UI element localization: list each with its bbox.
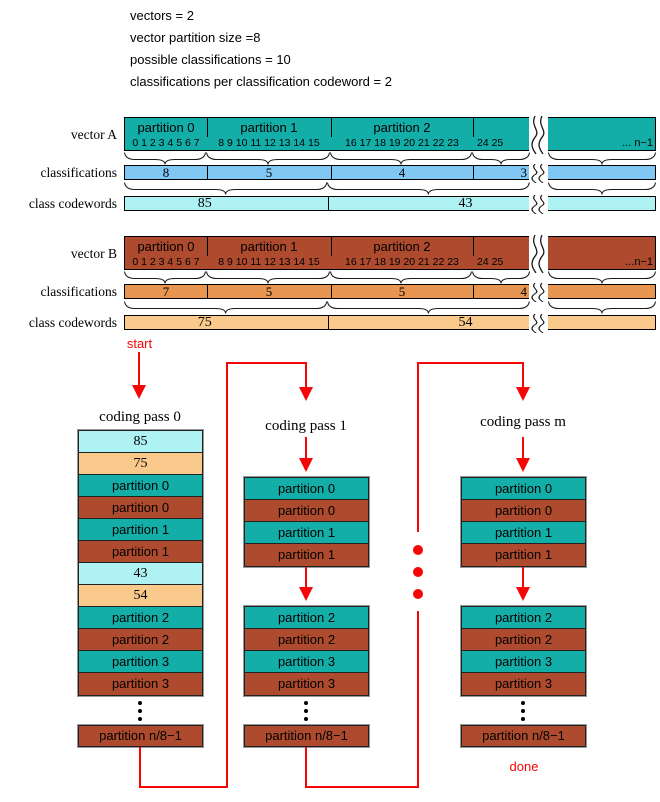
ellipsis-dot bbox=[304, 709, 308, 713]
pass-cell: partition 1 bbox=[245, 544, 368, 566]
vector-bar bbox=[124, 236, 656, 270]
red-connector-line bbox=[305, 786, 419, 788]
ellipsis-dot bbox=[304, 701, 308, 705]
pass-cell: partition 0 bbox=[245, 478, 368, 500]
classifications-bar bbox=[124, 165, 656, 180]
index-group: 16 17 18 19 20 21 22 23 bbox=[345, 137, 459, 149]
codewords-label-text: class codewords bbox=[28, 315, 117, 330]
pass-bottom-cell bbox=[461, 725, 586, 747]
codewords-bar bbox=[124, 315, 656, 330]
red-connector-line bbox=[417, 611, 419, 788]
pass-cell: partition 3 bbox=[79, 651, 202, 673]
underbrace bbox=[206, 271, 330, 284]
pass-cell: partition 3 bbox=[245, 673, 368, 695]
partition-divider bbox=[473, 237, 474, 256]
codewords-row-label bbox=[0, 196, 117, 211]
partition-label: partition 1 bbox=[240, 239, 298, 254]
break-mark bbox=[529, 164, 548, 183]
vector-name-label bbox=[0, 246, 117, 261]
partition-label: partition 2 bbox=[373, 239, 431, 254]
classifications-label-text: classifications bbox=[40, 284, 117, 299]
codewords-bar bbox=[124, 196, 656, 211]
classification-value: 4 bbox=[520, 284, 527, 299]
red-connector-line bbox=[305, 362, 307, 388]
pass-cell: partition 2 bbox=[245, 607, 368, 629]
underbrace bbox=[548, 271, 656, 284]
pass-stack bbox=[461, 477, 586, 567]
red-arrowhead-icon bbox=[132, 385, 146, 399]
brace-row-codewords bbox=[124, 301, 656, 314]
classification-value: 4 bbox=[398, 165, 406, 180]
pass-cell: partition 2 bbox=[245, 629, 368, 651]
underbrace bbox=[548, 152, 656, 165]
brace-row-classifications bbox=[124, 271, 656, 284]
pass-cell: 85 bbox=[79, 431, 202, 453]
underbrace bbox=[327, 182, 530, 195]
codeword-divider bbox=[328, 197, 329, 210]
pass-cell: partition 3 bbox=[462, 673, 585, 695]
pass-cell: partition 0 bbox=[245, 500, 368, 522]
pass-column-label-text: coding pass 0 bbox=[99, 409, 181, 425]
partition-divider bbox=[473, 118, 474, 137]
pass-column-label-text: coding pass m bbox=[480, 414, 566, 430]
ellipsis-dot bbox=[304, 717, 308, 721]
red-arrowhead-icon bbox=[299, 387, 313, 401]
pass-cell: partition 3 bbox=[462, 651, 585, 673]
underbrace bbox=[548, 182, 656, 195]
partition-divider bbox=[207, 118, 208, 137]
ellipsis-dot bbox=[138, 701, 142, 705]
pass-cell: 75 bbox=[79, 453, 202, 475]
underbrace bbox=[472, 152, 530, 165]
red-arrowhead-icon bbox=[516, 587, 530, 601]
index-group: 24 25 bbox=[476, 137, 504, 149]
classification-value: 5 bbox=[265, 284, 273, 299]
break-squiggle-icon bbox=[529, 195, 548, 214]
done-label: done bbox=[509, 759, 539, 774]
index-group: 0 1 2 3 4 5 6 7 bbox=[132, 137, 200, 149]
partition-divider bbox=[331, 118, 332, 137]
underbrace bbox=[124, 271, 206, 284]
red-connector-line bbox=[417, 362, 419, 532]
param-possible-classifications: possible classifications = 10 bbox=[130, 52, 291, 67]
pass-bottom-cell bbox=[244, 725, 369, 747]
pass-cell: partition 1 bbox=[79, 541, 202, 563]
pass-bottom-cell-text: partition n/8−1 bbox=[265, 728, 348, 743]
underbrace bbox=[548, 301, 656, 314]
parameters-block bbox=[130, 5, 392, 93]
red-connector-line bbox=[139, 786, 228, 788]
classifications-bar bbox=[124, 284, 656, 299]
pass-cell: partition 2 bbox=[462, 607, 585, 629]
red-connector-line bbox=[417, 362, 524, 364]
codewords-label-text: class codewords bbox=[28, 196, 117, 211]
underbrace bbox=[124, 152, 206, 165]
break-mark bbox=[529, 235, 548, 273]
break-squiggle-icon bbox=[529, 164, 548, 183]
pass-cell: partition 0 bbox=[79, 475, 202, 497]
red-connector-line bbox=[226, 362, 228, 788]
pass-cell: 43 bbox=[79, 563, 202, 585]
ellipsis-dot bbox=[521, 709, 525, 713]
pass-cell: partition 0 bbox=[79, 497, 202, 519]
break-squiggle-icon bbox=[529, 235, 548, 273]
codeword-value: 43 bbox=[458, 196, 473, 211]
classifications-label-text: classifications bbox=[40, 165, 117, 180]
break-squiggle-icon bbox=[529, 116, 548, 154]
red-connector-line bbox=[305, 567, 307, 588]
classification-value: 5 bbox=[265, 165, 273, 180]
red-connector-line bbox=[305, 747, 307, 788]
underbrace bbox=[472, 271, 530, 284]
red-arrowhead-icon bbox=[516, 387, 530, 401]
start-label: start bbox=[126, 336, 153, 351]
index-tail: ... n−1 bbox=[622, 137, 653, 149]
pass-column-label bbox=[65, 409, 215, 426]
break-mark bbox=[529, 283, 548, 302]
break-squiggle-icon bbox=[529, 283, 548, 302]
classification-divider bbox=[207, 166, 208, 179]
pass-column-label bbox=[231, 418, 381, 435]
pass-cell: partition 3 bbox=[245, 651, 368, 673]
pass-stack bbox=[244, 606, 369, 696]
classifications-row-label bbox=[0, 284, 117, 299]
classification-divider bbox=[331, 285, 332, 298]
pass-cell: partition 1 bbox=[462, 544, 585, 566]
codeword-value: 54 bbox=[458, 315, 473, 330]
break-squiggle-icon bbox=[529, 314, 548, 333]
classification-value: 3 bbox=[520, 165, 527, 180]
red-connector-line bbox=[138, 352, 140, 386]
vector-name-label bbox=[0, 127, 117, 142]
red-connector-line bbox=[226, 362, 307, 364]
red-arrowhead-icon bbox=[516, 458, 530, 472]
classifications-row-label bbox=[0, 165, 117, 180]
pass-cell: partition 0 bbox=[462, 478, 585, 500]
param-vectors: vectors = 2 bbox=[130, 8, 194, 23]
red-connector-line bbox=[139, 747, 141, 788]
red-ellipsis-dot bbox=[413, 567, 423, 577]
underbrace bbox=[330, 271, 472, 284]
pass-column-label bbox=[448, 414, 598, 431]
red-connector-line bbox=[522, 362, 524, 388]
partition-divider bbox=[331, 237, 332, 256]
pass-cell: partition 1 bbox=[245, 522, 368, 544]
brace-row-codewords bbox=[124, 182, 656, 195]
pass-cell: partition 0 bbox=[462, 500, 585, 522]
index-tail: ...n−1 bbox=[625, 256, 653, 268]
vector-name-text: vector A bbox=[70, 127, 117, 142]
index-group: 24 25 bbox=[476, 256, 504, 268]
pass-cell: partition 1 bbox=[79, 519, 202, 541]
codeword-value: 75 bbox=[197, 315, 212, 330]
pass-cell: 54 bbox=[79, 585, 202, 607]
ellipsis-dot bbox=[521, 701, 525, 705]
codewords-row-label bbox=[0, 315, 117, 330]
pass-cell: partition 1 bbox=[462, 522, 585, 544]
classification-divider bbox=[473, 285, 474, 298]
red-ellipsis-dot bbox=[413, 545, 423, 555]
ellipsis-dot bbox=[521, 717, 525, 721]
classification-divider bbox=[331, 166, 332, 179]
underbrace bbox=[124, 301, 327, 314]
pass-stack bbox=[244, 477, 369, 567]
ellipsis-dot bbox=[138, 709, 142, 713]
codeword-value: 85 bbox=[197, 196, 212, 211]
partition-label: partition 1 bbox=[240, 120, 298, 135]
pass-stack bbox=[78, 430, 203, 696]
index-group: 8 9 10 11 12 13 14 15 bbox=[218, 256, 320, 268]
classification-divider bbox=[473, 166, 474, 179]
underbrace bbox=[124, 182, 327, 195]
param-partition-size: vector partition size =8 bbox=[130, 30, 261, 45]
classification-value: 7 bbox=[162, 284, 170, 299]
codeword-divider bbox=[328, 316, 329, 329]
break-mark bbox=[529, 195, 548, 214]
pass-bottom-cell bbox=[78, 725, 203, 747]
pass-cell: partition 2 bbox=[79, 629, 202, 651]
partition-label: partition 0 bbox=[137, 239, 195, 254]
brace-row-classifications bbox=[124, 152, 656, 165]
pass-cell: partition 2 bbox=[79, 607, 202, 629]
vector-bar bbox=[124, 117, 656, 151]
partition-label: partition 2 bbox=[373, 120, 431, 135]
red-connector-line bbox=[522, 437, 524, 459]
underbrace bbox=[327, 301, 530, 314]
underbrace bbox=[206, 152, 330, 165]
pass-bottom-cell-text: partition n/8−1 bbox=[99, 728, 182, 743]
break-mark bbox=[529, 314, 548, 333]
vector-name-text: vector B bbox=[70, 246, 117, 261]
pass-stack bbox=[461, 606, 586, 696]
underbrace bbox=[330, 152, 472, 165]
ellipsis-dot bbox=[138, 717, 142, 721]
red-arrowhead-icon bbox=[299, 587, 313, 601]
red-ellipsis-dot bbox=[413, 589, 423, 599]
red-connector-line bbox=[305, 437, 307, 459]
break-mark bbox=[529, 116, 548, 154]
pass-cell: partition 3 bbox=[79, 673, 202, 695]
index-group: 8 9 10 11 12 13 14 15 bbox=[218, 137, 320, 149]
param-classifications-per-codeword: classifications per classification codeword = 2 bbox=[130, 74, 392, 89]
pass-column-label-text: coding pass 1 bbox=[265, 418, 347, 434]
partition-divider bbox=[207, 237, 208, 256]
pass-bottom-cell-text: partition n/8−1 bbox=[482, 728, 565, 743]
classification-value: 8 bbox=[162, 165, 170, 180]
pass-cell: partition 2 bbox=[462, 629, 585, 651]
classification-divider bbox=[207, 285, 208, 298]
partition-label: partition 0 bbox=[137, 120, 195, 135]
index-group: 0 1 2 3 4 5 6 7 bbox=[132, 256, 200, 268]
classification-value: 5 bbox=[398, 284, 406, 299]
red-arrowhead-icon bbox=[299, 458, 313, 472]
red-connector-line bbox=[522, 567, 524, 588]
index-group: 16 17 18 19 20 21 22 23 bbox=[345, 256, 459, 268]
